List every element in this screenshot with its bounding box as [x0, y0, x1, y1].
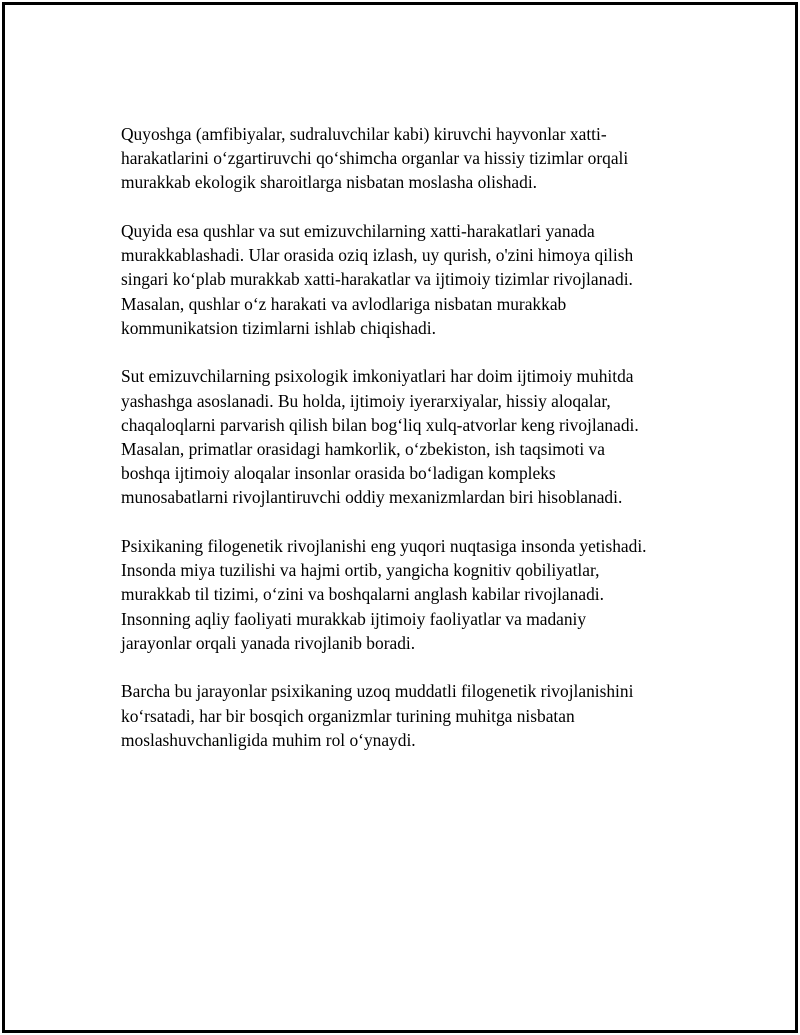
- text-line: ko‘rsatadi, har bir bosqich organizmlar turining muhitga nisbatan: [121, 705, 575, 726]
- text-line: murakkablashadi. Ular orasida oziq izlash, uy qurish, o'zini himoya qilish: [121, 245, 634, 266]
- text-line: Psixikaning filogenetik rivojlanishi eng yuqori nuqtasiga insonda yetishadi.: [121, 536, 647, 557]
- text-line: Masalan, qushlar o‘z harakati va avlodlariga nisbatan murakkab: [121, 293, 567, 314]
- text-line: murakkab ekologik sharoitlarga nisbatan moslasha olishadi.: [121, 172, 537, 193]
- text-line: Sut emizuvchilarning psixologik imkoniyatlari har doim ijtimoiy muhitda: [121, 366, 634, 387]
- text-line: chaqaloqlarni parvarish qilish bilan bog‘liq xulq-atvorlar keng rivojlanadi.: [121, 414, 639, 435]
- paragraph-3: [121, 364, 691, 509]
- text-line: harakatlarini o‘zgartiruvchi qo‘shimcha organlar va hissiy tizimlar orqali: [121, 148, 629, 169]
- text-line: Quyida esa qushlar va sut emizuvchilarning xatti-harakatlari yanada: [121, 221, 595, 241]
- text-line: Insonda miya tuzilishi va hajmi ortib, yangicha kognitiv qobiliyatlar,: [121, 560, 600, 581]
- page-frame: [2, 2, 798, 1033]
- text-line: Barcha bu jarayonlar psixikaning uzoq muddatli filogenetik rivojlanishini: [121, 681, 634, 702]
- text-line: singari ko‘plab murakkab xatti-harakatlar va ijtimoiy tizimlar rivojlanadi.: [121, 269, 633, 290]
- text-line: munosabatlarni rivojlantiruvchi oddiy mexanizmlardan biri hisoblanadi.: [121, 487, 623, 508]
- text-line: boshqa ijtimoiy aloqalar insonlar orasida bo‘ladigan kompleks: [121, 463, 556, 484]
- text-line: Masalan, primatlar orasidagi hamkorlik, o‘zbekiston, ish taqsimoti va: [121, 439, 605, 460]
- paragraph-4: [121, 534, 691, 655]
- paragraph-2: [121, 219, 691, 340]
- paragraph-5: [121, 679, 691, 752]
- text-line: murakkab til tizimi, o‘zini va boshqalarni anglash kabilar rivojlanadi.: [121, 584, 604, 605]
- document-body: [121, 122, 691, 776]
- text-line: yashashga asoslanadi. Bu holda, ijtimoiy iyerarxiyalar, hissiy aloqalar,: [121, 390, 611, 411]
- paragraph-1: [121, 122, 691, 195]
- text-line: kommunikatsion tizimlarni ishlab chiqishadi.: [121, 317, 436, 338]
- text-line: Insonning aqliy faoliyati murakkab ijtimoiy faoliyatlar va madaniy: [121, 608, 587, 629]
- text-line: moslashuvchanligida muhim rol o‘ynaydi.: [121, 729, 416, 750]
- text-line: Quyoshga (amfibiyalar, sudraluvchilar kabi) kiruvchi hayvonlar xatti-: [121, 124, 607, 144]
- text-line: jarayonlar orqali yanada rivojlanib boradi.: [121, 632, 416, 653]
